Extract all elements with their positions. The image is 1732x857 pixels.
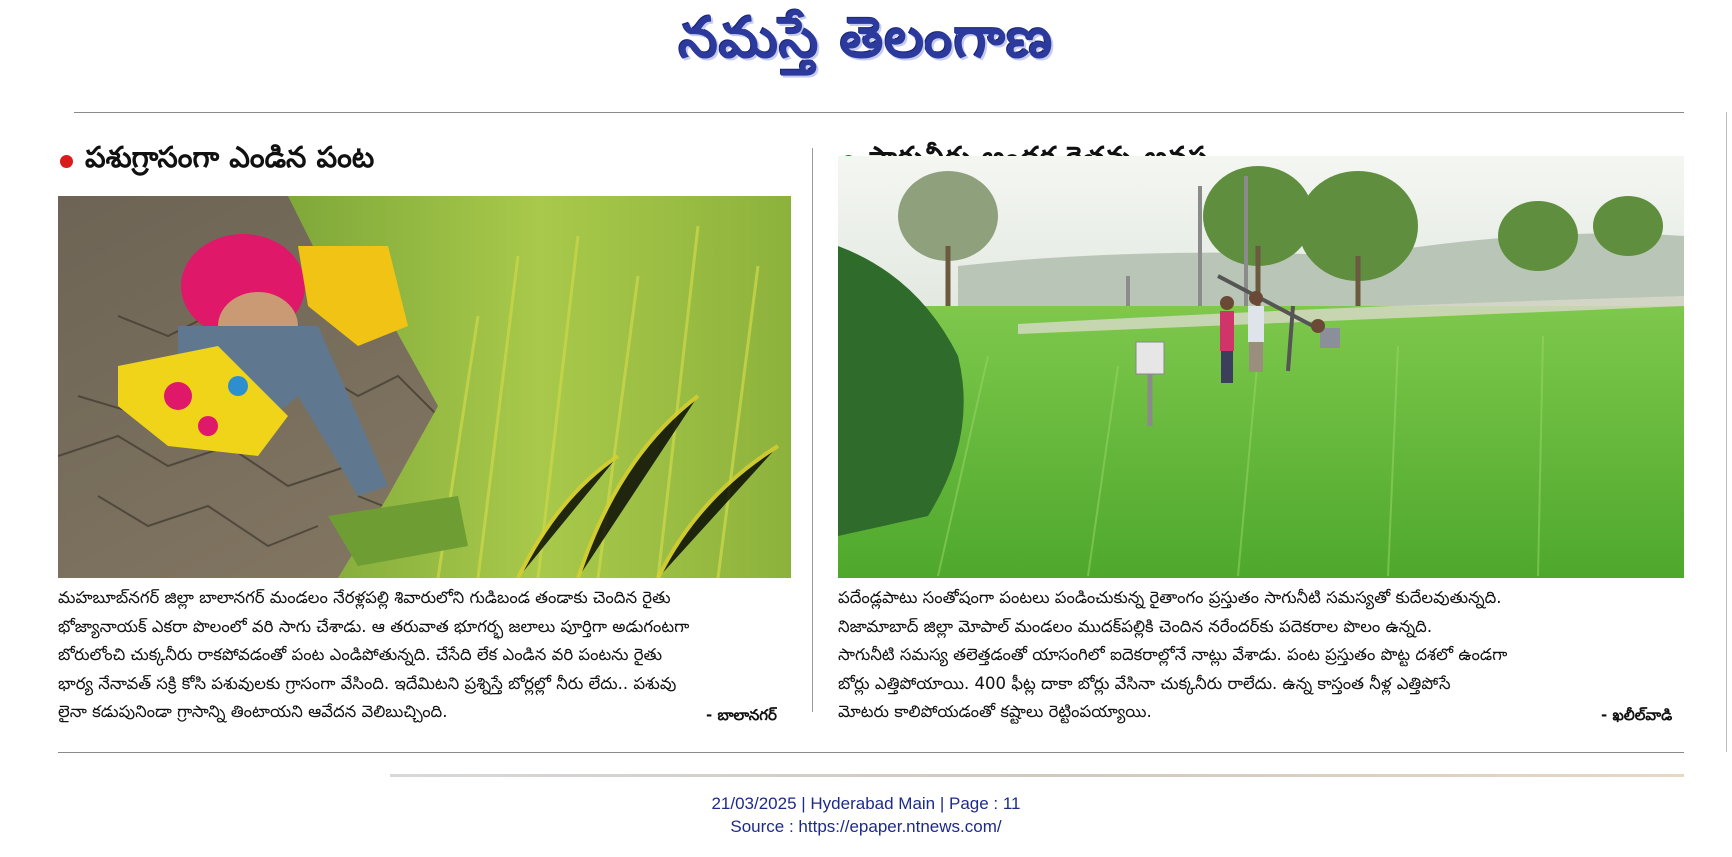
farmer-cutting-dry-paddy-icon [58, 196, 791, 578]
body-line: మహబూబ్‌నగర్ జిల్లా బాలానగర్ మండలం నేరళ్లపల్లి శివారులోని గుడిబండ తండాకు చెందిన రైతు [58, 588, 671, 607]
bottom-divider [58, 752, 1684, 753]
left-article-body [58, 584, 793, 727]
left-article-photo [58, 196, 791, 578]
top-divider [74, 112, 1684, 113]
page-edge-divider [1726, 112, 1727, 752]
body-line: బోరులోంచి చుక్కనీరు రాకపోవడంతో పంట ఎండిపోతున్నది. చేసేది లేక ఎండిన వరి పంటను రైతు [58, 645, 663, 664]
column-divider [812, 148, 813, 712]
footer-edition-info: 21/03/2025 | Hyderabad Main | Page : 11 [711, 794, 1021, 813]
farmers-at-borewell-green-paddy-icon [838, 156, 1684, 578]
masthead [0, 0, 1732, 90]
left-article-credit: - బాలానగర్ [706, 706, 777, 724]
body-line: భోజ్యానాయక్ ఎకరా పొలంలో వరి సాగు చేశాడు. ఆ తరువాత భూగర్భ జలాలు పూర్తిగా అడుగంటగా [58, 616, 690, 636]
left-article-headline [60, 140, 374, 182]
right-article-photo [838, 156, 1684, 578]
body-line: నిజామాబాద్ జిల్లా మోపాల్ మండలం ముదక్‌పల్లికి చెందిన నరేందర్‌కు పదెకరాల పొలం ఉన్నది. [838, 616, 1433, 636]
body-line: సాగునీటి సమస్య తలెత్తడంతో యాసంగిలో ఐదెకరాల్లోనే నాట్లు వేశాడు. పంట ప్రస్తుతం పొట్ట దశలో ఉండగా [838, 645, 1508, 664]
body-line: బోర్లు ఎత్తిపోయాయి. 400 ఫీట్ల దాకా బోర్లు వేసినా చుక్కనీరు రాలేదు. ఉన్న కాస్తంత నీళ్ల ఎత్తిపోసే [838, 673, 1451, 693]
left-headline-text: పశుగ్రాసంగా ఎండిన పంట [85, 140, 375, 174]
footer-source-link[interactable]: Source : https://epaper.ntnews.com/ [730, 817, 1002, 836]
body-line: పదేండ్లపాటు సంతోషంగా పంటలు పండించుకున్న రైతాంగం ప్రస్తుతం సాగునీటి సమస్యతో కుదేలవుతున్నది. [838, 588, 1502, 607]
body-line: భార్య నేనావత్ సక్రి కోసి పశువులకు గ్రాసంగా వేసింది. ఇదేమిటని ప్రశ్నిస్తే బోర్లల్లో నీరు లేదు.. పశువు [58, 673, 677, 693]
body-line: మోటరు కాలిపోయడంతో కష్టాలు రెట్టింపయ్యాయి. [838, 702, 1152, 721]
next-article-edge [390, 774, 1684, 777]
body-line: లైనా కడుపునిండా గ్రాసాన్ని తింటాయని ఆవేదన వెలిబుచ్చింది. [58, 702, 448, 721]
newspaper-logo: నమస్తే తెలంగాణ [678, 5, 1054, 71]
right-article-credit: - ఖలీల్‌వాడి [1601, 706, 1673, 724]
red-bullet-icon [60, 155, 73, 168]
right-article-body [838, 584, 1684, 727]
